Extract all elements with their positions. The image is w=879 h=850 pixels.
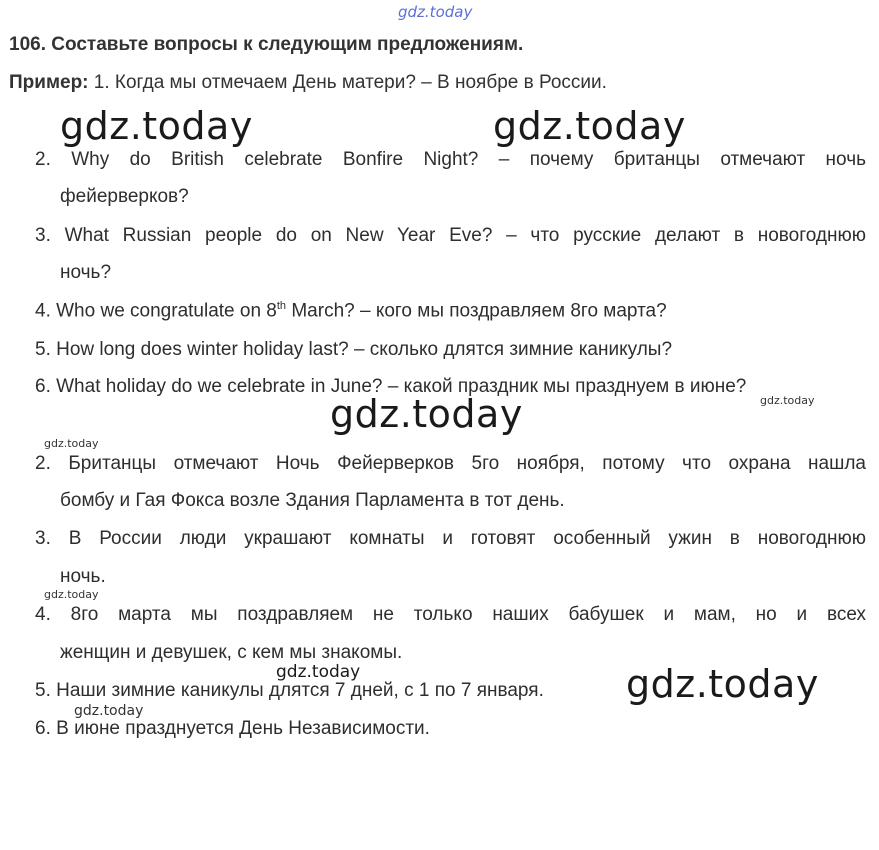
exercise-title: 106. Составьте вопросы к следующим предложениям. bbox=[9, 34, 524, 55]
example-label: Пример: bbox=[9, 72, 89, 93]
question-4 bbox=[35, 300, 667, 322]
watermark-medium-1: gdz.today bbox=[276, 662, 361, 682]
watermark-top: gdz.today bbox=[398, 3, 473, 21]
watermark-large-2: gdz.today bbox=[493, 104, 686, 148]
answer-4-line-1: 4. 8го марта мы поздравляем не только наших бабушек и мам, но и всех bbox=[35, 604, 866, 625]
watermark-small-2: gdz.today bbox=[44, 437, 99, 450]
answer-3-line-2: ночь. bbox=[60, 566, 106, 587]
question-5: 5. How long does winter holiday last? – сколько длятся зимние каникулы? bbox=[35, 339, 673, 360]
question-3-line-1: 3. What Russian people do on New Year Eve? – что русские делают в новогоднюю bbox=[35, 225, 866, 246]
answer-4-line-2: женщин и девушек, с кем мы знакомы. bbox=[60, 642, 403, 663]
answer-2-line-1: 2. Британцы отмечают Ночь Фейерверков 5го ноября, потому что охрана нашла bbox=[35, 453, 866, 474]
question-4-before: 4. Who we congratulate on 8 bbox=[35, 300, 277, 322]
question-2-line-1: 2. Why do British celebrate Bonfire Night? – почему британцы отмечают ночь bbox=[35, 149, 866, 170]
watermark-small-3: gdz.today bbox=[44, 588, 99, 601]
example-line bbox=[9, 72, 607, 94]
question-6: 6. What holiday do we celebrate in June? – какой праздник мы празднуем в июне? bbox=[35, 376, 747, 397]
question-4-sup: th bbox=[276, 300, 287, 312]
watermark-large-1: gdz.today bbox=[60, 104, 253, 148]
watermark-large-4: gdz.today bbox=[626, 662, 819, 706]
question-2-line-2: фейерверков? bbox=[60, 186, 189, 207]
question-4-after: March? – кого мы поздравляем 8го марта? bbox=[286, 300, 667, 322]
answer-3-line-1: 3. В России люди украшают комнаты и готовят особенный ужин в новогоднюю bbox=[35, 528, 866, 549]
watermark-small-4: gdz.today bbox=[74, 703, 144, 719]
answer-5: 5. Наши зимние каникулы длятся 7 дней, с 1 по 7 января. bbox=[35, 680, 544, 701]
example-text: 1. Когда мы отмечаем День матери? – В ноябре в России. bbox=[88, 72, 607, 93]
answer-2-line-2: бомбу и Гая Фокса возле Здания Парламента в тот день. bbox=[60, 490, 565, 511]
watermark-large-3: gdz.today bbox=[330, 392, 523, 436]
question-3-line-2: ночь? bbox=[60, 262, 112, 283]
watermark-small-1: gdz.today bbox=[760, 394, 815, 407]
answer-6: 6. В июне празднуется День Независимости. bbox=[35, 718, 430, 739]
